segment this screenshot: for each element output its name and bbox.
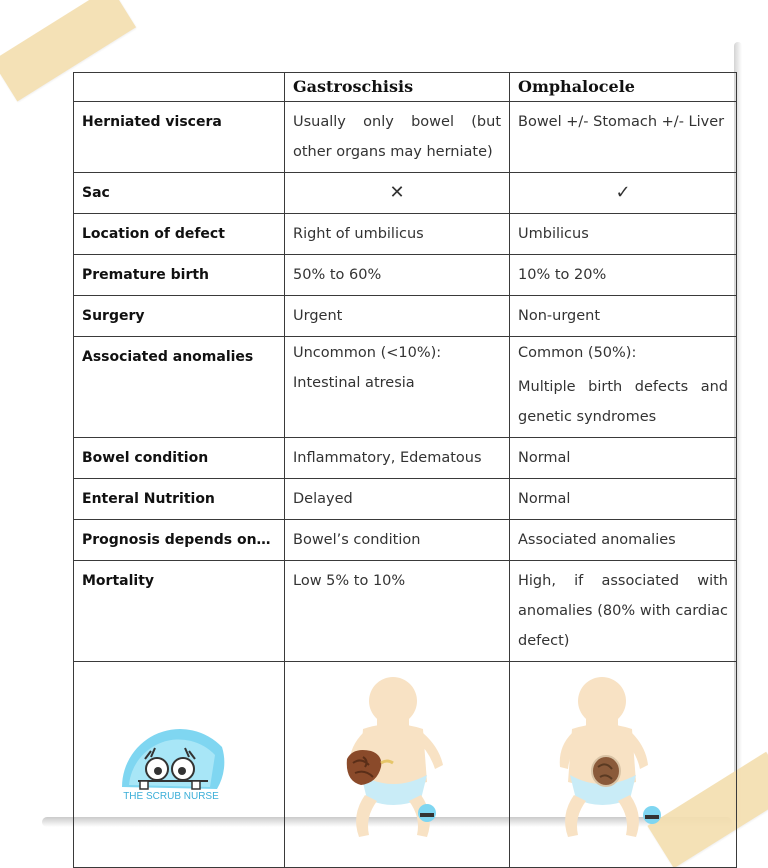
logo-text: THE SCRUB NURSE [123,791,219,802]
omphalocele-baby-illustration [518,667,728,849]
gastro-cell: Low 5% to 10% [285,561,510,662]
gastroschisis-illustration-cell [285,662,510,868]
omph-line: Common (50%): [518,345,637,361]
header-omphalocele: Omphalocele [510,73,737,102]
cross-icon: ✕ [285,173,510,214]
omph-cell: Non-urgent [510,296,737,337]
gastro-line: Intestinal atresia [293,375,415,391]
omph-cell: Normal [510,479,737,520]
omph-cell: Bowel +/- Stomach +/- Liver [510,102,737,173]
row-label: Location of defect [74,214,285,255]
table-row [74,520,737,561]
row-label: Prognosis depends on… [74,520,285,561]
gastro-cell: Delayed [285,479,510,520]
row-label: Herniated viscera [74,102,285,173]
logo-cell [74,662,285,868]
table-row [74,296,737,337]
omphalocele-illustration-cell [510,662,737,868]
gastro-line: Uncommon (<10%): [293,345,442,361]
table-row [74,337,737,438]
omph-cell: Associated anomalies [510,520,737,561]
check-icon: ✓ [510,173,737,214]
omph-cell: 10% to 20% [510,255,737,296]
gastroschisis-baby-illustration [293,667,501,849]
illustration-row [74,662,737,868]
table-row [74,173,737,214]
gastro-cell: Bowel’s condition [285,520,510,561]
row-label: Sac [74,173,285,214]
gastro-cell: 50% to 60% [285,255,510,296]
header-blank [74,73,285,102]
comparison-table [73,72,737,868]
row-label: Enteral Nutrition [74,479,285,520]
row-label: Premature birth [74,255,285,296]
gastro-cell: Usually only bowel (but other organs may herniate) [285,102,510,173]
omph-cell: High, if associated with anomalies (80% with cardiac defect) [510,561,737,662]
omph-line: Multiple birth defects and genetic syndromes [518,379,728,425]
row-label: Mortality [74,561,285,662]
scrub-nurse-logo [82,667,276,851]
row-label: Bowel condition [74,438,285,479]
row-label: Surgery [74,296,285,337]
row-label: Associated anomalies [74,337,285,438]
header-row [74,73,737,102]
omph-cell [510,337,737,438]
table-row [74,214,737,255]
table-row [74,561,737,662]
gastro-cell: Urgent [285,296,510,337]
table-row [74,255,737,296]
omph-cell: Normal [510,438,737,479]
table-row [74,438,737,479]
gastro-cell: Right of umbilicus [285,214,510,255]
table-row [74,479,737,520]
gastro-cell [285,337,510,438]
header-gastroschisis: Gastroschisis [285,73,510,102]
table-row [74,102,737,173]
omph-cell: Umbilicus [510,214,737,255]
gastro-cell: Inflammatory, Edematous [285,438,510,479]
